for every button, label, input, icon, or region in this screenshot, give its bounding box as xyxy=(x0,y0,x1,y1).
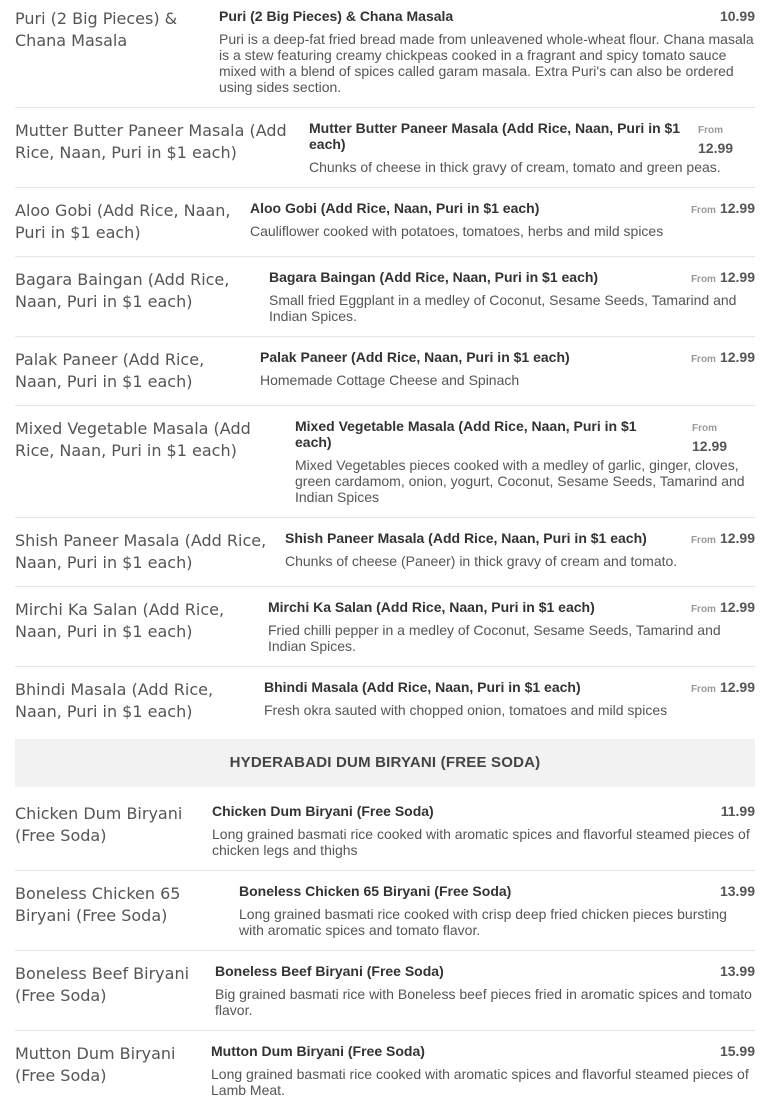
menu-item[interactable] xyxy=(15,1043,755,1103)
item-price-value: 10.99 xyxy=(719,8,755,24)
item-name: Mirchi Ka Salan (Add Rice, Naan, Puri in $1 each) xyxy=(268,599,595,615)
menu-item[interactable] xyxy=(15,269,755,337)
divider xyxy=(15,107,755,108)
item-price-value: 12.99 xyxy=(719,200,755,216)
item-price xyxy=(721,803,755,819)
item-name: Chicken Dum Biryani (Free Soda) xyxy=(212,803,434,819)
item-image: Mirchi Ka Salan (Add Rice, Naan, Puri in $1 each) xyxy=(15,600,225,641)
item-description: Mixed Vegetables pieces cooked with a medley of garlic, ginger, cloves, green cardamom, onion, yogurt, Coconut, Sesame Seeds, Tamarind and Indian Spices xyxy=(295,457,745,505)
divider xyxy=(15,336,755,337)
item-price-value: 12.99 xyxy=(692,438,728,454)
item-name: Bagara Baingan (Add Rice, Naan, Puri in $1 each) xyxy=(269,269,599,285)
price-from-label: From xyxy=(690,274,716,285)
item-image: Boneless Beef Biryani (Free Soda) xyxy=(15,964,190,1005)
item-description: Puri is a deep-fat fried bread made from unleavened whole-wheat flour. Chana masala is a stew featuring creamy chickpeas cooked in a fragrant and spicy tomato sauce mixed with a blend of spices called garam masala. Extra Puri's can also be ordered using sides section. xyxy=(219,31,754,95)
price-from-label: From xyxy=(690,684,716,695)
divider xyxy=(15,666,755,667)
item-price xyxy=(691,269,755,288)
section-header xyxy=(15,739,755,787)
price-from-label: From xyxy=(690,205,716,216)
item-price xyxy=(698,123,755,156)
item-price xyxy=(691,530,755,549)
item-price-value: 15.99 xyxy=(719,1043,755,1059)
item-description: Long grained basmati rice cooked with crisp deep fried chicken pieces bursting with aromatic spices and tomato flavor. xyxy=(239,906,727,938)
menu-item[interactable] xyxy=(15,599,755,667)
item-name: Mutter Butter Paneer Masala (Add Rice, Naan, Puri in $1 each) xyxy=(309,120,681,152)
divider xyxy=(15,256,755,257)
item-image: Mutter Butter Paneer Masala (Add Rice, Naan, Puri in $1 each) xyxy=(15,121,287,162)
item-price-value: 12.99 xyxy=(719,599,755,615)
menu-item[interactable] xyxy=(15,418,755,518)
menu-item[interactable] xyxy=(15,8,755,108)
item-price-value: 12.99 xyxy=(698,140,734,156)
item-name: Boneless Beef Biryani (Free Soda) xyxy=(215,963,444,979)
menu-item[interactable] xyxy=(15,200,755,256)
menu-item[interactable] xyxy=(15,803,755,871)
item-price-value: 11.99 xyxy=(720,803,755,819)
item-image: Bhindi Masala (Add Rice, Naan, Puri in $1 each) xyxy=(15,680,214,721)
divider xyxy=(15,405,755,406)
item-name: Mixed Vegetable Masala (Add Rice, Naan, Puri in $1 each) xyxy=(295,418,637,450)
item-image: Puri (2 Big Pieces) & Chana Masala xyxy=(15,9,178,50)
item-image: Bagara Baingan (Add Rice, Naan, Puri in $1 each) xyxy=(15,270,230,311)
item-price xyxy=(691,679,755,698)
item-description: Cauliflower cooked with potatoes, tomatoes, herbs and mild spices xyxy=(250,223,664,239)
item-price-value: 12.99 xyxy=(719,349,755,365)
item-name: Boneless Chicken 65 Biryani (Free Soda) xyxy=(239,883,512,899)
menu-item[interactable] xyxy=(15,679,755,735)
item-name: Aloo Gobi (Add Rice, Naan, Puri in $1 each) xyxy=(250,200,540,216)
item-price xyxy=(691,200,755,219)
price-from-label: From xyxy=(690,604,716,615)
item-description: Homemade Cottage Cheese and Spinach xyxy=(260,372,520,388)
menu-item[interactable] xyxy=(15,530,755,586)
item-description: Chunks of cheese (Paneer) in thick gravy of cream and tomato. xyxy=(285,553,678,569)
menu-item[interactable] xyxy=(15,120,755,188)
item-name: Mutton Dum Biryani (Free Soda) xyxy=(211,1043,425,1059)
item-price-value: 13.99 xyxy=(719,963,755,979)
item-image: Chicken Dum Biryani (Free Soda) xyxy=(15,804,183,845)
item-name: Bhindi Masala (Add Rice, Naan, Puri in $1 each) xyxy=(264,679,581,695)
item-description: Chunks of cheese in thick gravy of cream, tomato and green peas. xyxy=(309,159,721,175)
item-description: Big grained basmati rice with Boneless beef pieces fried in aromatic spices and tomato flavor. xyxy=(215,986,752,1018)
divider xyxy=(15,517,755,518)
item-image: Boneless Chicken 65 Biryani (Free Soda) xyxy=(15,884,181,925)
divider xyxy=(15,586,755,587)
item-image: Palak Paneer (Add Rice, Naan, Puri in $1 each) xyxy=(15,350,205,391)
section-title: HYDERABADI DUM BIRYANI (FREE SODA) xyxy=(229,754,541,771)
divider xyxy=(15,187,755,188)
item-price xyxy=(720,1043,755,1059)
divider xyxy=(15,950,755,951)
item-price-value: 12.99 xyxy=(719,269,755,285)
item-name: Shish Paneer Masala (Add Rice, Naan, Puri in $1 each) xyxy=(285,530,647,546)
item-description: Small fried Eggplant in a medley of Coconut, Sesame Seeds, Tamarind and Indian Spices. xyxy=(269,292,737,324)
item-price xyxy=(720,963,755,979)
item-image: Aloo Gobi (Add Rice, Naan, Puri in $1 each) xyxy=(15,201,231,242)
item-price xyxy=(692,421,755,454)
menu-item[interactable] xyxy=(15,883,755,951)
menu-item[interactable] xyxy=(15,963,755,1031)
price-from-label: From xyxy=(692,423,717,434)
item-price-value: 12.99 xyxy=(719,679,755,695)
item-price-value: 12.99 xyxy=(719,530,755,546)
price-from-label: From xyxy=(690,535,716,546)
item-image: Shish Paneer Masala (Add Rice, Naan, Puri in $1 each) xyxy=(15,531,267,572)
price-from-label: From xyxy=(690,354,716,365)
item-image: Mixed Vegetable Masala (Add Rice, Naan, Puri in $1 each) xyxy=(15,419,251,460)
divider xyxy=(15,1030,755,1031)
item-image: Mutton Dum Biryani (Free Soda) xyxy=(15,1044,176,1085)
item-description: Long grained basmati rice cooked with aromatic spices and flavorful steamed pieces of Lamb Meat. xyxy=(211,1066,749,1098)
divider xyxy=(15,870,755,871)
item-description: Long grained basmati rice cooked with aromatic spices and flavorful steamed pieces of chicken legs and thighs xyxy=(212,826,750,858)
item-description: Fresh okra sauted with chopped onion, tomatoes and mild spices xyxy=(264,702,668,718)
menu-item[interactable] xyxy=(15,349,755,405)
price-from-label: From xyxy=(698,125,723,136)
item-price xyxy=(720,883,755,899)
item-price-value: 13.99 xyxy=(719,883,755,899)
item-description: Fried chilli pepper in a medley of Coconut, Sesame Seeds, Tamarind and Indian Spices. xyxy=(268,622,721,654)
item-price xyxy=(691,349,755,368)
item-name: Palak Paneer (Add Rice, Naan, Puri in $1 each) xyxy=(260,349,570,365)
item-name: Puri (2 Big Pieces) & Chana Masala xyxy=(219,8,454,24)
item-price xyxy=(691,599,755,618)
item-price xyxy=(720,8,755,24)
